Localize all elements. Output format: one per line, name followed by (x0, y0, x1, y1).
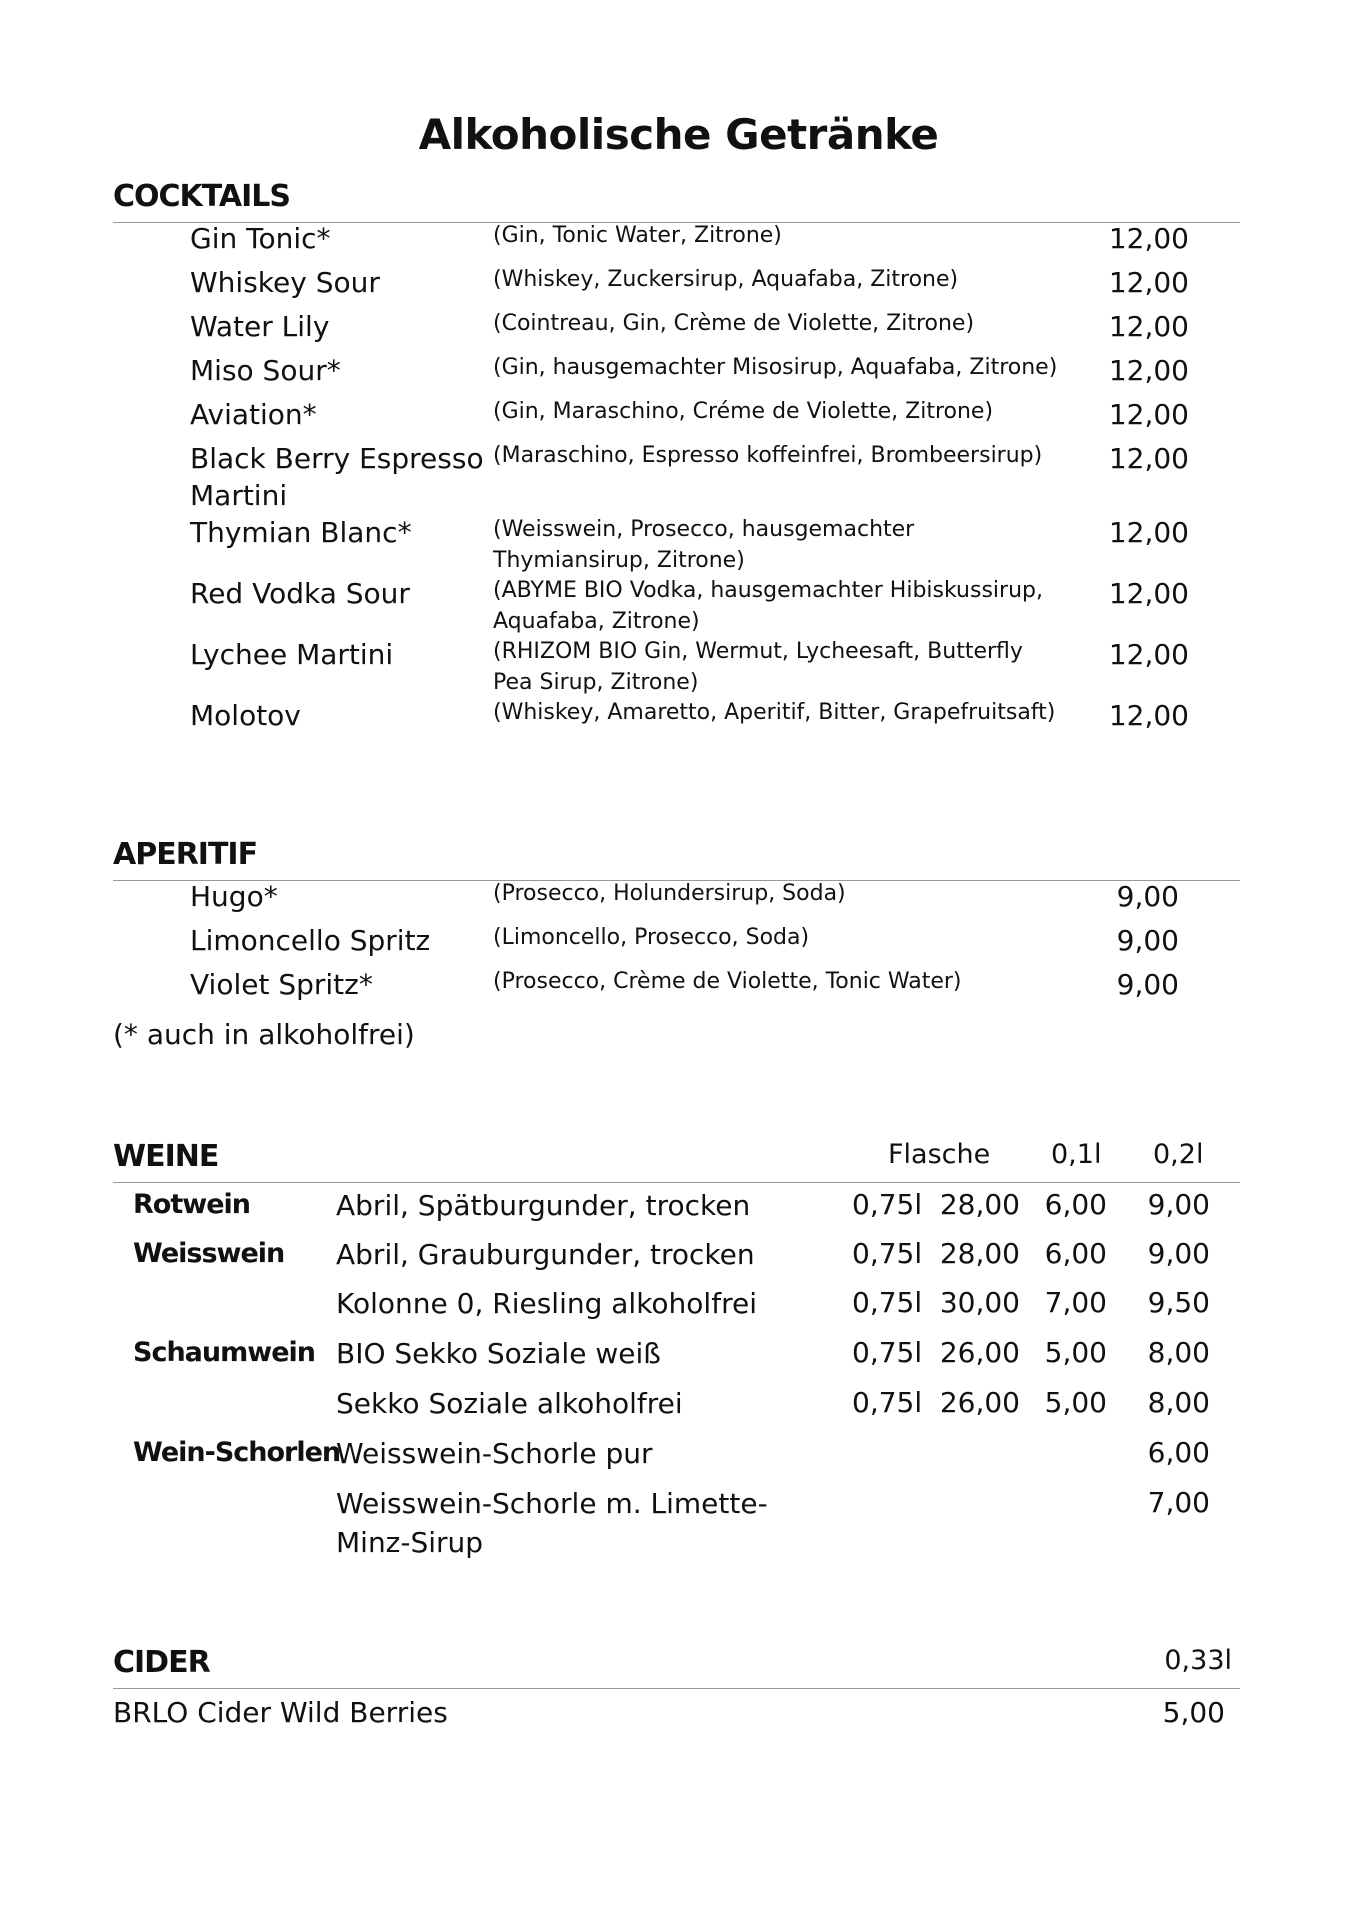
wine-volume: 0,75l (852, 1188, 923, 1221)
wine-glass-large-price: 9,50 (1147, 1286, 1210, 1319)
aperitif-description: (Limoncello, Prosecco, Soda) (493, 925, 810, 950)
cider-price: 5,00 (1162, 1696, 1225, 1729)
cocktail-description: (Gin, Maraschino, Créme de Violette, Zitrone) (493, 399, 994, 424)
column-cider-size: 0,33l (1164, 1645, 1232, 1676)
cocktail-price: 12,00 (1108, 442, 1189, 475)
wine-glass-large-price: 8,00 (1147, 1386, 1210, 1419)
wine-name: Abril, Spätburgunder, trocken (336, 1189, 751, 1222)
cocktail-price: 12,00 (1108, 516, 1189, 549)
wine-glass-small-price: 6,00 (1044, 1188, 1107, 1221)
cocktail-description: (Gin, hausgemachter Misosirup, Aquafaba, Zitrone) (493, 355, 1058, 380)
weine-header (113, 1122, 1240, 1183)
wine-volume: 0,75l (852, 1336, 923, 1369)
cocktails-header (113, 170, 1240, 223)
wine-name: Weisswein-Schorle m. Limette-Minz-Sirup (336, 1487, 768, 1559)
cocktail-name: Water Lily (190, 310, 330, 343)
wine-glass-large-price: 8,00 (1147, 1336, 1210, 1369)
cider-header (113, 1640, 1240, 1689)
cocktail-name: Thymian Blanc* (190, 516, 412, 549)
wine-glass-large-price: 6,00 (1147, 1436, 1210, 1469)
cocktail-name: Gin Tonic* (190, 222, 331, 255)
wine-bottle-price: 26,00 (939, 1336, 1020, 1369)
cocktail-price: 12,00 (1108, 577, 1189, 610)
wine-glass-small-price: 7,00 (1044, 1286, 1107, 1319)
wine-volume: 0,75l (852, 1286, 923, 1319)
cocktail-description: (Whiskey, Zuckersirup, Aquafaba, Zitrone) (493, 267, 959, 292)
cocktail-description: (Whiskey, Amaretto, Aperitif, Bitter, Grapefruitsaft) (493, 700, 1056, 725)
wine-bottle-price: 26,00 (939, 1386, 1020, 1419)
wine-glass-large-price: 9,00 (1147, 1188, 1210, 1221)
wine-glass-large-price: 7,00 (1147, 1486, 1210, 1519)
cocktail-name: Aviation* (190, 398, 317, 431)
cocktail-price: 12,00 (1108, 354, 1189, 387)
aperitif-header (113, 830, 1240, 881)
cocktail-description: (RHIZOM BIO Gin, Wermut, Lycheesaft, Butterfly Pea Sirup, Zitrone) (493, 639, 1023, 695)
page-title: Alkoholische Getränke (418, 110, 939, 159)
column-glass-large: 0,2l (1153, 1139, 1204, 1170)
cocktail-description: (ABYME BIO Vodka, hausgemachter Hibiskussirup, Aquafaba, Zitrone) (493, 578, 1043, 634)
wine-category: Wein-Schorlen (133, 1437, 341, 1468)
cocktail-description: (Cointreau, Gin, Crème de Violette, Zitrone) (493, 311, 975, 336)
alcohol-free-footnote: (* auch in alkoholfrei) (113, 1018, 415, 1051)
aperitif-price: 9,00 (1116, 880, 1179, 913)
wine-name: Sekko Soziale alkoholfrei (336, 1387, 683, 1420)
wine-name: Kolonne 0, Riesling alkoholfrei (336, 1287, 757, 1320)
cocktails-heading: COCKTAILS (113, 179, 291, 214)
wine-name: Weisswein-Schorle pur (336, 1437, 653, 1470)
weine-heading: WEINE (113, 1139, 219, 1174)
cocktail-name: Whiskey Sour (190, 266, 380, 299)
cocktail-name: Red Vodka Sour (190, 577, 410, 610)
cocktail-price: 12,00 (1108, 638, 1189, 671)
aperitif-price: 9,00 (1116, 968, 1179, 1001)
aperitif-name: Limoncello Spritz (190, 924, 431, 957)
aperitif-name: Hugo* (190, 880, 278, 913)
aperitif-description: (Prosecco, Crème de Violette, Tonic Water) (493, 969, 962, 994)
wine-bottle-price: 28,00 (939, 1188, 1020, 1221)
wine-name: BIO Sekko Soziale weiß (336, 1337, 661, 1370)
cider-heading: CIDER (113, 1645, 210, 1680)
cocktail-name: Miso Sour* (190, 354, 341, 387)
wine-glass-small-price: 5,00 (1044, 1336, 1107, 1369)
cocktail-price: 12,00 (1108, 699, 1189, 732)
wine-volume: 0,75l (852, 1237, 923, 1270)
aperitif-name: Violet Spritz* (190, 968, 373, 1001)
aperitif-description: (Prosecco, Holundersirup, Soda) (493, 881, 846, 906)
wine-volume: 0,75l (852, 1386, 923, 1419)
wine-bottle-price: 30,00 (939, 1286, 1020, 1319)
cocktail-price: 12,00 (1108, 266, 1189, 299)
aperitif-heading: APERITIF (113, 837, 258, 872)
cocktail-name: Lychee Martini (190, 638, 394, 671)
cocktail-description: (Weisswein, Prosecco, hausgemachter Thymiansirup, Zitrone) (493, 517, 915, 573)
cocktail-description: (Gin, Tonic Water, Zitrone) (493, 223, 782, 248)
cocktail-price: 12,00 (1108, 222, 1189, 255)
wine-category: Weisswein (133, 1238, 285, 1269)
cocktail-name: Molotov (190, 699, 301, 732)
wine-category: Schaumwein (133, 1337, 315, 1368)
cocktail-name: Black Berry Espresso Martini (190, 442, 484, 512)
column-bottle: Flasche (888, 1139, 991, 1170)
cider-name: BRLO Cider Wild Berries (113, 1696, 448, 1729)
aperitif-price: 9,00 (1116, 924, 1179, 957)
wine-glass-small-price: 5,00 (1044, 1386, 1107, 1419)
wine-glass-large-price: 9,00 (1147, 1237, 1210, 1270)
wine-glass-small-price: 6,00 (1044, 1237, 1107, 1270)
cocktail-price: 12,00 (1108, 310, 1189, 343)
column-glass-small: 0,1l (1051, 1139, 1102, 1170)
wine-bottle-price: 28,00 (939, 1237, 1020, 1270)
wine-name: Abril, Grauburgunder, trocken (336, 1238, 755, 1271)
cocktail-price: 12,00 (1108, 398, 1189, 431)
cocktail-description: (Maraschino, Espresso koffeinfrei, Brombeersirup) (493, 443, 1043, 468)
wine-category: Rotwein (133, 1189, 250, 1220)
